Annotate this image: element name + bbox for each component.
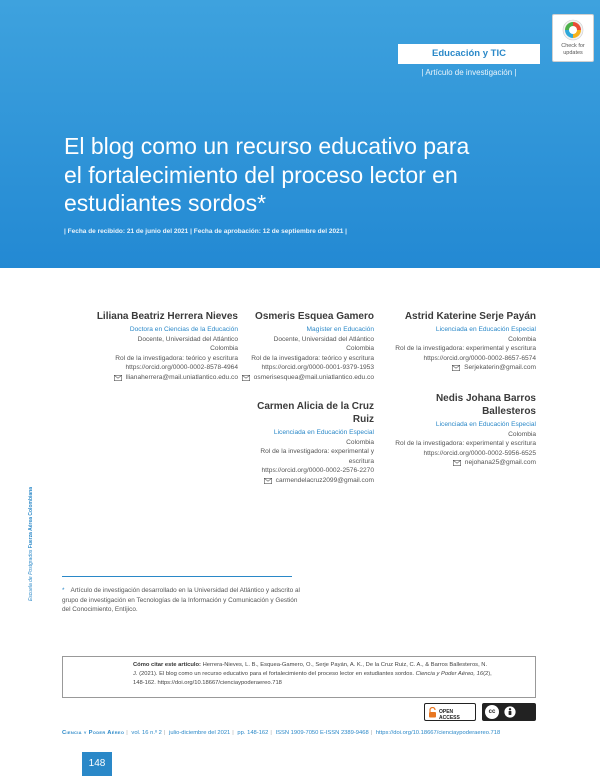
author-email[interactable]: llianaherrera@mail.uniatlantico.edu.co	[125, 373, 238, 381]
open-access-label: OPEN ACCESS	[439, 709, 460, 721]
footer-issn: ISSN 1909-7050	[275, 730, 319, 736]
footer-line: Ciencia y Poder Aéreo | vol. 16 n.º 2 | julio-diciembre del 2021 | pp. 148-162 | ISSN 1909-7050 E-ISSN 2389-9468 | https://doi.org/10.18667/cienciaypoderaereo.718	[62, 730, 501, 736]
author-degree: Licenciada en Educación Especial	[435, 326, 536, 333]
author-degree: Licenciada en Educación Especial	[273, 429, 374, 436]
dates-line	[64, 228, 534, 235]
mail-icon	[114, 375, 122, 381]
citation-box	[62, 656, 536, 698]
author-email[interactable]: Serjekaterin@gmail.com	[464, 364, 536, 372]
author-degree: Licenciada en Educación Especial	[435, 421, 536, 428]
author-affiliation: Docente, Universidad del Atlántico	[137, 335, 238, 343]
author-block	[236, 310, 374, 384]
crossmark-label: Check for updates	[561, 43, 585, 56]
footer-eissn: E-ISSN 2389-9468	[320, 730, 369, 736]
citation-volume: 16	[476, 671, 484, 677]
author-role: Rol de la investigadora: teórico y escritura	[251, 354, 374, 362]
citation-tail[interactable]: (2), 148-162. https://doi.org/10.18667/cienciaypoderaereo.718	[133, 671, 492, 686]
author-role: Rol de la investigadora: experimental y escritura	[395, 440, 536, 448]
vertical-side-label	[26, 466, 36, 626]
footnote-marker: *	[62, 587, 65, 594]
author-email-line[interactable]	[242, 373, 374, 383]
author-email[interactable]: carmendelacruz2099@gmail.com	[275, 476, 374, 484]
citation-label: Cómo citar este artículo:	[133, 662, 201, 668]
section-tag: Educación y TIC	[398, 44, 540, 64]
article-type: | Artículo de investigación |	[421, 68, 517, 77]
footer-pages: pp. 148-162	[237, 730, 269, 736]
author-email[interactable]: osmerisesquea@mail.uniatlantico.edu.co	[253, 373, 374, 381]
mail-icon	[453, 460, 461, 466]
license-badges	[424, 703, 536, 721]
mail-icon	[242, 375, 250, 381]
cc-icon: cc	[485, 705, 499, 719]
received-label: | Fecha de recibido:	[64, 228, 126, 235]
crossmark-badge[interactable]	[552, 14, 594, 62]
author-email-line[interactable]	[452, 363, 536, 373]
citation-text	[133, 661, 493, 688]
author-email-line[interactable]	[453, 458, 536, 468]
received-date: 21 de junio del 2021	[126, 228, 189, 235]
author-name: Osmeris Esquea Gamero	[255, 311, 374, 322]
footer-volume: vol. 16 n.º 2	[131, 730, 162, 736]
vertical-label-prefix: Escuela de Postgrados	[28, 549, 34, 602]
footnote-divider	[62, 576, 292, 577]
author-degree: Magíster en Educación	[306, 326, 374, 333]
author-role: Rol de la investigadora: teórico y escritura	[115, 354, 238, 362]
author-orcid[interactable]: https://orcid.org/0000-0001-9379-1953	[261, 364, 374, 372]
citation-journal: Ciencia y Poder Aéreo,	[415, 671, 476, 677]
open-lock-icon	[428, 707, 437, 718]
author-role: Rol de la investigadora: experimental y escritura	[260, 448, 374, 465]
approved-label: | Fecha de aprobación:	[190, 228, 261, 235]
author-country: Colombia	[346, 438, 374, 446]
crossmark-icon	[562, 19, 584, 41]
by-person-icon	[504, 706, 516, 718]
author-orcid[interactable]: https://orcid.org/0000-0002-2576-2270	[261, 467, 374, 475]
author-email-line[interactable]	[264, 476, 374, 486]
author-email[interactable]: nejohana25@gmail.com	[464, 459, 536, 467]
approved-date: 12 de septiembre del 2021 |	[262, 228, 347, 235]
citation-authors: Herrera-Nieves, L. B., Esquea-Gamero, O., Serje Payán, A. K., De la Cruz Ruiz, C. A., & Barros Ballesteros, N. J. (2021). El blog como un recurso educativo para el fortalecimiento del proceso lector en estudiantes sordos.	[133, 662, 488, 677]
article-title: El blog como un recurso educativo para el fortalecimiento del proceso lector en estudiantes sordos*	[64, 133, 470, 216]
author-name: Nedis Johana Barros Ballesteros	[435, 393, 536, 417]
author-country: Colombia	[210, 345, 238, 353]
vertical-label-suffix: Fuerza Aérea Colombiana	[28, 486, 34, 549]
open-access-badge[interactable]	[424, 703, 476, 721]
author-role: Rol de la investigadora: experimental y escritura	[395, 345, 536, 353]
author-block	[388, 392, 536, 470]
author-orcid[interactable]: https://orcid.org/0000-0002-8578-4964	[125, 364, 238, 372]
author-country: Colombia	[346, 345, 374, 353]
footnote	[62, 586, 302, 615]
author-email-line[interactable]	[114, 373, 238, 383]
footnote-text: Artículo de investigación desarrollado en la Universidad del Atlántico y adscrito al grupo de investigación en Tecnologías de la Información y Comunicación y Gestión del Conocimiento, Entíjico.	[62, 587, 300, 613]
author-name: Liliana Beatriz Herrera Nieves	[96, 311, 238, 322]
footer-period: julio-diciembre del 2021	[169, 730, 231, 736]
footer-journal: Ciencia y Poder Aéreo	[62, 730, 125, 736]
mail-icon	[452, 365, 460, 371]
author-affiliation: Docente, Universidad del Atlántico	[273, 335, 374, 343]
author-degree: Doctora en Ciencias de la Educación	[129, 326, 238, 333]
author-name: Carmen Alicia de la Cruz Ruiz	[257, 401, 374, 425]
page-number: 148	[82, 752, 112, 776]
author-name: Astrid Katerine Serje Payán	[404, 311, 536, 322]
mail-icon	[264, 478, 272, 484]
author-country: Colombia	[508, 335, 536, 343]
author-block	[388, 310, 536, 375]
author-orcid[interactable]: https://orcid.org/0000-0002-8657-6574	[423, 354, 536, 362]
author-block	[50, 310, 238, 384]
cc-license-badge[interactable]	[482, 703, 536, 721]
author-orcid[interactable]: https://orcid.org/0000-0002-5956-6525	[423, 449, 536, 457]
author-block	[236, 400, 374, 487]
author-country: Colombia	[508, 430, 536, 438]
footer-doi[interactable]: https://doi.org/10.18667/cienciaypoderaereo.718	[375, 730, 501, 736]
